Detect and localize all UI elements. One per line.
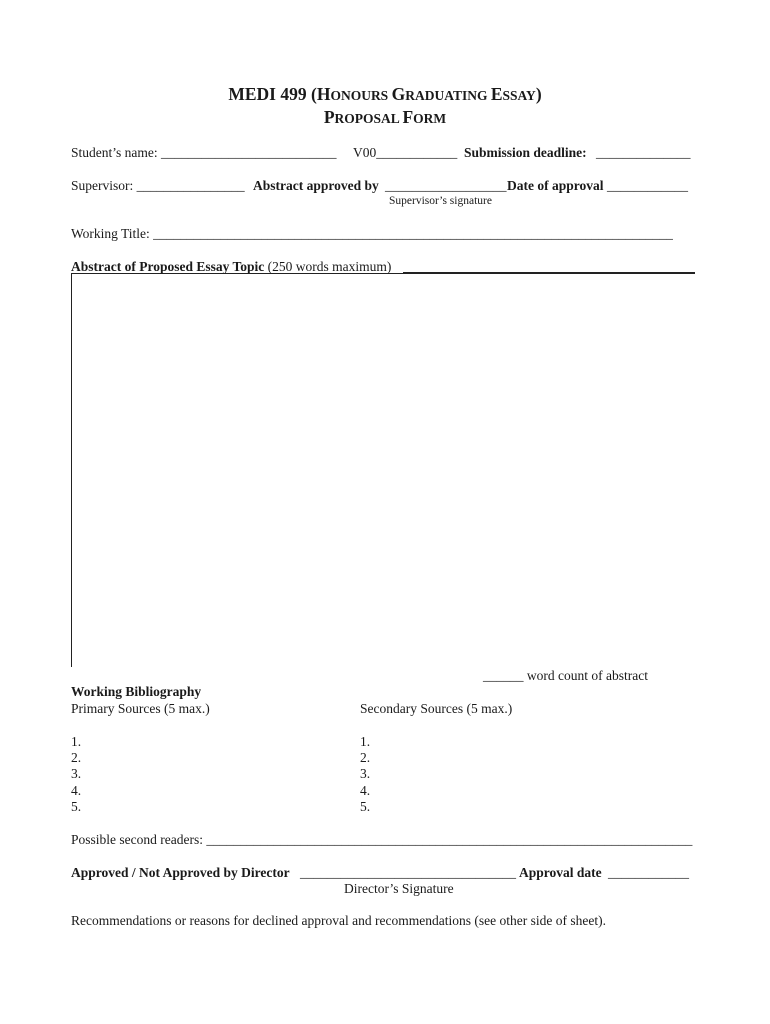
student-name-field[interactable]: Student’s name: __________________________ <box>71 145 337 160</box>
approval-date-field[interactable]: ____________ <box>608 865 689 880</box>
director-approval-label: Approved / Not Approved by Director <box>71 865 290 880</box>
primary-sources-list <box>71 734 81 815</box>
subtitle-cap-f: F <box>402 107 414 127</box>
approval-date-label: Approval date <box>519 865 602 880</box>
title-cap-g: G <box>391 84 406 104</box>
subtitle-orm: ORM <box>413 111 447 126</box>
second-readers-field[interactable]: Possible second readers: ________________________________________________________________________ <box>71 832 693 847</box>
secondary-source-item[interactable]: 5. <box>360 798 371 814</box>
title-onours: ONOURS <box>330 88 392 103</box>
abstract-word-limit: (250 words maximum) <box>267 259 392 274</box>
secondary-source-item[interactable]: 4. <box>360 782 371 798</box>
primary-source-item[interactable]: 3. <box>71 766 82 782</box>
secondary-sources-list <box>360 734 370 815</box>
form-subtitle <box>0 107 770 128</box>
title-course: MEDI 499 ( <box>228 84 317 104</box>
submission-deadline-label: Submission deadline: <box>464 145 587 160</box>
supervisor-field[interactable]: Supervisor: ________________ <box>71 178 245 193</box>
secondary-sources-heading: Secondary Sources (5 max.) <box>360 701 513 716</box>
abstract-text-area[interactable] <box>71 273 695 667</box>
secondary-source-item[interactable]: 2. <box>360 750 371 766</box>
secondary-source-item[interactable]: 1. <box>360 734 371 749</box>
working-bibliography-heading: Working Bibliography <box>71 684 202 699</box>
abstract-word-count-field[interactable]: ______ word count of abstract <box>483 668 648 683</box>
title-cap-h: H <box>316 84 331 104</box>
working-title-field[interactable]: Working Title: _____________________________________________________________________________ <box>71 226 673 241</box>
title-cap-e: E <box>490 84 503 104</box>
primary-source-item[interactable]: 4. <box>71 782 82 798</box>
supervisor-signature-field[interactable]: __________________ <box>385 178 507 193</box>
primary-sources-heading: Primary Sources (5 max.) <box>71 701 210 716</box>
form-title <box>0 84 770 105</box>
abstract-approved-label: Abstract approved by <box>253 178 379 193</box>
primary-source-item[interactable]: 1. <box>71 734 82 749</box>
subtitle-roposal: ROPOSAL <box>334 111 403 126</box>
date-of-approval-label: Date of approval <box>507 178 604 193</box>
v00-number-field[interactable]: V00____________ <box>353 145 458 160</box>
date-of-approval-field[interactable]: ____________ <box>607 178 688 193</box>
primary-source-item[interactable]: 5. <box>71 798 82 814</box>
title-ssay: SSAY <box>502 88 536 103</box>
recommendations-note: Recommendations or reasons for declined approval and recommendations (see other side of sheet). <box>71 913 606 928</box>
primary-source-item[interactable]: 2. <box>71 750 82 766</box>
subtitle-cap-p: P <box>323 107 335 127</box>
title-close-paren: ) <box>535 84 542 104</box>
abstract-heading-bold: Abstract of Proposed Essay Topic <box>71 259 265 274</box>
director-signature-field[interactable]: ________________________________ <box>300 865 516 880</box>
supervisor-signature-caption: Supervisor’s signature <box>389 195 492 207</box>
title-raduating: RADUATING <box>405 88 491 103</box>
director-signature-caption: Director’s Signature <box>344 881 454 896</box>
submission-deadline-field[interactable]: ______________ <box>596 145 691 160</box>
secondary-source-item[interactable]: 3. <box>360 766 371 782</box>
